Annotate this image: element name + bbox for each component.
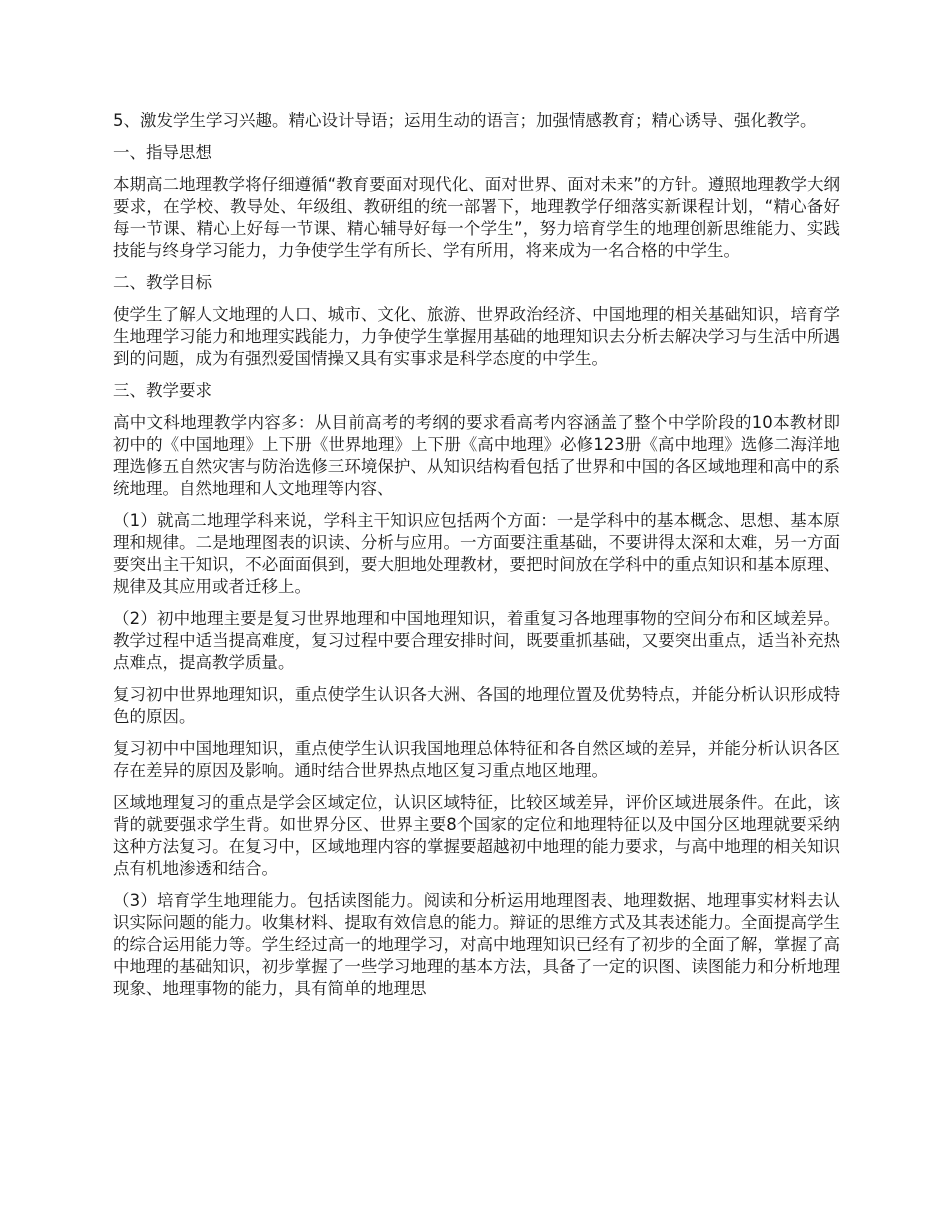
guiding-thought-body: 本期高二地理教学将仔细遵循“教育要面对现代化、面对世界、面对未来”的方针。遵照地理教学大纲要求，在学校、教导处、年级组、教研组的统一部署下，地理教学仔细落实新课程计划，“精心备好每一节课、精心上好每一节课、精心辅导好每一个学生”，努力培育学生的地理创新思维能力、实践技能与终身学习能力，力争使学生学有所长、学有所用，将来成为一名合格的中学生。 bbox=[113, 175, 840, 260]
teaching-goals-body: 使学生了解人文地理的人口、城市、文化、旅游、世界政治经济、中国地理的相关基础知识，培育学生地理学习能力和地理实践能力，力争使学生掌握用基础的地理知识去分析去解决学习与生活中所遇到的问题，成为有强烈爱国情操又具有实事求是科学态度的中学生。 bbox=[113, 305, 840, 368]
point-5-interest: 5、激发学生学习兴趣。精心设计导语；运用生动的语言；加强情感教育；精心诱导、强化教学。 bbox=[113, 111, 817, 130]
heading-guiding-thought: 一、指导思想 bbox=[113, 143, 212, 162]
regional-geography-review: 区域地理复习的重点是学会区域定位，认识区域特征，比较区域差异，评价区域进展条件。在此，该背的就要强求学生背。如世界分区、世界主要8个国家的定位和地理特征以及中国分区地理就要采纳这种方法复习。在复习中，区域地理内容的掌握要超越初中地理的能力要求，与高中地理的相关知识点有机地渗透和结合。 bbox=[113, 793, 840, 878]
requirement-3: （3）培育学生地理能力。包括读图能力。阅读和分析运用地理图表、地理数据、地理事实材料去认识实际问题的能力。收集材料、提取有效信息的能力。辩证的思维方式及其表述能力。全面提高学生的综合运用能力等。学生经过高一的地理学习，对高中地理知识已经有了初步的全面了解，掌握了高中地理的基础知识，初步掌握了一些学习地理的基本方法，具备了一定的识图、读图能力和分析地理现象、地理事物的能力，具有简单的地理思 bbox=[113, 891, 840, 998]
heading-teaching-requirements: 三、教学要求 bbox=[113, 381, 212, 400]
requirement-2: （2）初中地理主要是复习世界地理和中国地理知识，着重复习各地理事物的空间分布和区域差异。教学过程中适当提高难度，复习过程中要合理安排时间，既要重抓基础，又要突出重点，适当补充热点难点，提高教学质量。 bbox=[113, 609, 840, 672]
document-page bbox=[113, 110, 840, 1010]
requirement-1: （1）就高二地理学科来说，学科主干知识应包括两个方面：一是学科中的基本概念、思想、基本原理和规律。二是地理图表的识读、分析与应用。一方面要注重基础，不要讲得太深和太难，另一方面要突出主干知识，不必面面俱到，要大胆地处理教材，要把时间放在学科中的重点知识和基本原理、规律及其应用或者迁移上。 bbox=[113, 511, 840, 596]
requirements-intro: 高中文科地理教学内容多：从目前高考的考纲的要求看高考内容涵盖了整个中学阶段的10本教材即初中的《中国地理》上下册《世界地理》上下册《高中地理》必修123册《高中地理》选修二海洋地理选修五自然灾害与防治选修三环境保护、从知识结构看包括了世界和中国的各区域地理和高中的系统地理。自然地理和人文地理等内容、 bbox=[113, 413, 840, 498]
review-world-geography: 复习初中世界地理知识，重点使学生认识各大洲、各国的地理位置及优势特点，并能分析认识形成特色的原因。 bbox=[113, 685, 840, 726]
review-china-geography: 复习初中中国地理知识，重点使学生认识我国地理总体特征和各自然区域的差异，并能分析认识各区存在差异的原因及影响。通时结合世界热点地区复习重点地区地理。 bbox=[113, 739, 840, 780]
heading-teaching-goals: 二、教学目标 bbox=[113, 273, 212, 292]
